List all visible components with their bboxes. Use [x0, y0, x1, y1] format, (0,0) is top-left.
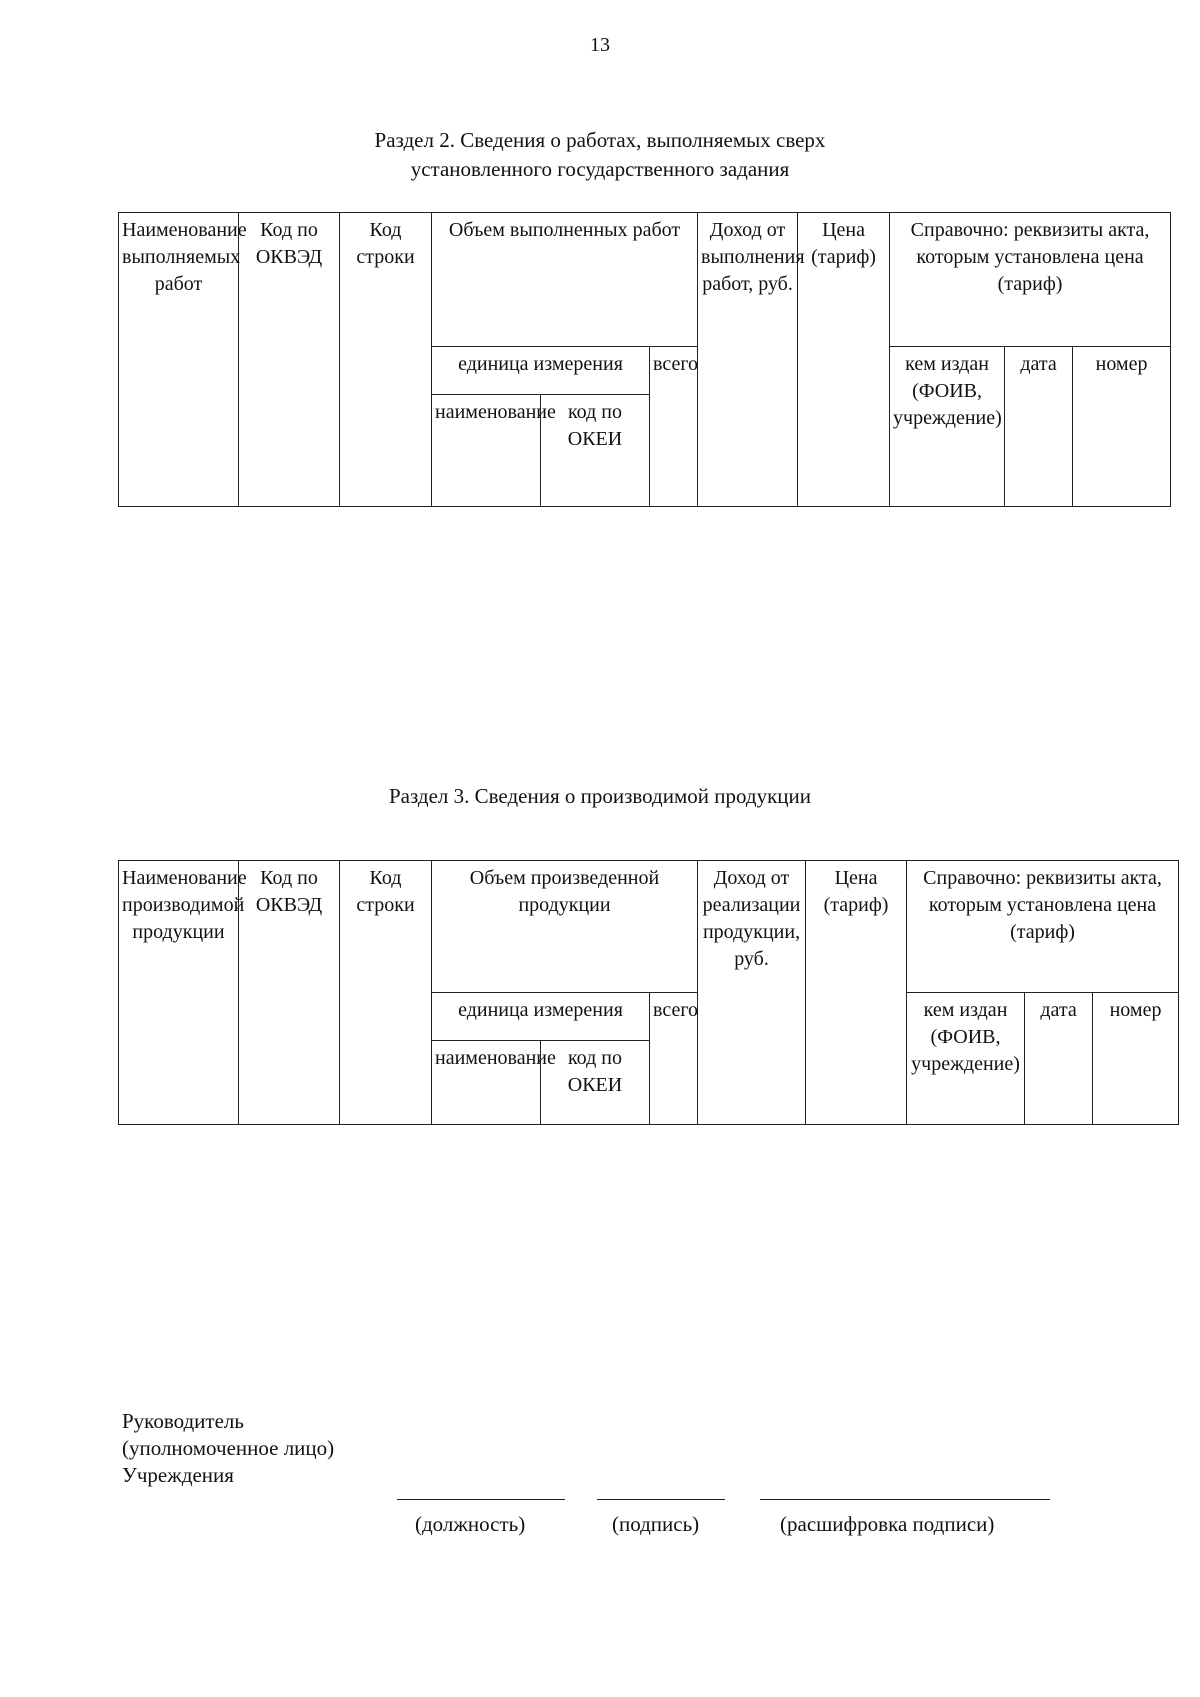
decoding-line [760, 1499, 1050, 1500]
header-okved: Код по ОКВЭД [239, 213, 340, 507]
header-name: Наименование выполняемых работ [119, 213, 239, 507]
section3-table [118, 860, 1179, 1125]
header-unit: единица измерения [432, 347, 650, 395]
header-date: дата [1025, 993, 1093, 1125]
header-unit-name: наименование [432, 1041, 541, 1125]
signature-line [597, 1499, 725, 1500]
header-okei: код по ОКЕИ [541, 1041, 650, 1125]
header-line-code: Код строки [340, 213, 432, 507]
position-caption: (должность) [415, 1512, 526, 1536]
section2-title [0, 126, 1200, 184]
page-number: 13 [590, 34, 610, 56]
header-income: Доход от реализации продукции, руб. [698, 861, 806, 1125]
header-okved: Код по ОКВЭД [239, 861, 340, 1125]
header-okei: код по ОКЕИ [541, 395, 650, 507]
signature-head-line1: Руководитель [122, 1409, 244, 1433]
header-name: Наименование производимой продукции [119, 861, 239, 1125]
header-issued-by: кем издан (ФОИВ, учреждение) [907, 993, 1025, 1125]
section2-title-line1: Раздел 2. Сведения о работах, выполняемых сверх [374, 128, 826, 152]
header-number: номер [1093, 993, 1179, 1125]
signature-head-line3: Учреждения [122, 1463, 234, 1487]
signature-caption: (подпись) [612, 1512, 700, 1536]
header-total: всего [650, 993, 698, 1125]
section3-title [0, 782, 1200, 811]
section2-table [118, 212, 1171, 507]
signature-block [122, 1408, 334, 1489]
header-reference: Справочно: реквизиты акта, которым установлена цена (тариф) [907, 861, 1179, 993]
header-line-code: Код строки [340, 861, 432, 1125]
header-price: Цена (тариф) [798, 213, 890, 507]
decoding-caption: (расшифровка подписи) [780, 1512, 995, 1536]
header-unit-name: наименование [432, 395, 541, 507]
header-reference: Справочно: реквизиты акта, которым установлена цена (тариф) [890, 213, 1171, 347]
header-number: номер [1073, 347, 1171, 507]
section3-title-line: Раздел 3. Сведения о производимой продукции [388, 784, 811, 808]
header-unit: единица измерения [432, 993, 650, 1041]
signature-head-line2: (уполномоченное лицо) [122, 1436, 335, 1460]
position-line [397, 1499, 565, 1500]
header-price: Цена (тариф) [806, 861, 907, 1125]
header-date: дата [1005, 347, 1073, 507]
header-income: Доход от выполнения работ, руб. [698, 213, 798, 507]
header-issued-by: кем издан (ФОИВ, учреждение) [890, 347, 1005, 507]
section2-title-line2: установленного государственного задания [410, 157, 790, 181]
header-total: всего [650, 347, 698, 507]
header-volume: Объем выполненных работ [432, 213, 698, 347]
header-volume: Объем произведенной продукции [432, 861, 698, 993]
